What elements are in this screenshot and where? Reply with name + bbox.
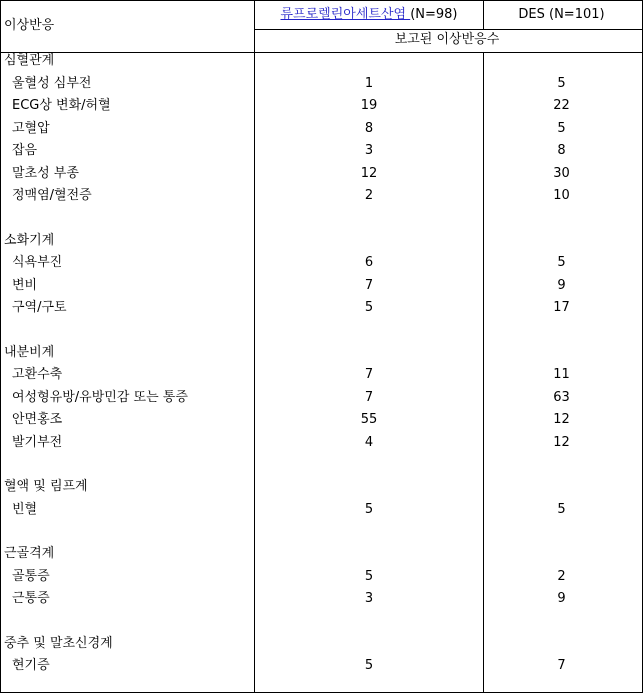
des-count: 12 [553,412,570,427]
header-leuprorelin [255,7,483,23]
table-left-border [0,0,1,693]
section-title: 소화기계 [4,233,55,248]
leuprorelin-count: 5 [364,658,374,673]
leuprorelin-count: 4 [364,435,374,450]
section-title: 중추 및 말초신경계 [4,636,113,651]
leuprorelin-count: 5 [364,502,374,517]
row-label: 근통증 [12,591,50,606]
leuprorelin-link[interactable]: 류프로렐린아세트산염 [280,7,411,22]
section-title: 혈액 및 림프계 [4,479,88,494]
des-count: 12 [553,435,570,450]
leuprorelin-count: 3 [364,591,374,606]
row-label: 고혈압 [12,121,50,136]
leuprorelin-count: 12 [360,166,378,181]
des-count: 5 [557,502,566,517]
row-label: 말초성 부종 [12,166,79,181]
des-count: 5 [557,121,566,136]
row-label: 안면홍조 [12,412,63,427]
des-count: 17 [553,300,570,315]
des-count: 11 [553,367,570,382]
des-count: 30 [553,166,570,181]
row-label: 울혈성 심부전 [12,76,92,91]
header-des: DES (N=101) [518,7,605,22]
leuprorelin-count: 7 [364,367,374,382]
section-title: 근골격계 [4,546,55,561]
row-label: ECG상 변화/허혈 [12,98,111,113]
row-label: 변비 [12,278,38,293]
header-reported-count: 보고된 이상반응수 [394,32,500,47]
leuprorelin-count: 6 [364,255,374,270]
leuprorelin-n: (N=98) [410,7,458,22]
des-count: 7 [557,658,566,673]
row-label: 여성형유방/유방민감 또는 통증 [12,390,188,405]
des-count: 9 [557,278,566,293]
leuprorelin-count: 3 [364,143,374,158]
table-top-border [0,0,643,1]
des-count: 63 [553,390,570,405]
row-label: 고환수축 [12,367,63,382]
leuprorelin-count: 2 [364,188,374,203]
des-count: 8 [557,143,566,158]
leuprorelin-count: 19 [360,98,378,113]
des-count: 5 [557,255,566,270]
row-label: 발기부전 [12,435,63,450]
des-count: 10 [553,188,570,203]
des-count: 22 [553,98,570,113]
leuprorelin-count: 55 [360,412,378,427]
row-label: 정맥염/혈전증 [12,188,92,203]
leuprorelin-count: 5 [364,569,374,584]
leuprorelin-count: 1 [364,76,374,91]
row-label: 골통증 [12,569,50,584]
leuprorelin-count: 5 [364,300,374,315]
row-label: 식욕부진 [12,255,63,270]
section-title: 심혈관계 [4,53,55,68]
row-label: 현기증 [12,658,50,673]
des-count: 9 [557,591,566,606]
row-label: 구역/구토 [12,300,67,315]
row-label: 빈혈 [12,502,38,517]
row-label: 잡음 [12,143,38,158]
leuprorelin-count: 7 [364,278,374,293]
des-count: 2 [557,569,566,584]
section-title: 내분비계 [4,345,55,360]
header-bottom-border [0,52,643,53]
leuprorelin-count: 8 [364,121,374,136]
header-adverse-reaction: 이상반응 [4,18,55,33]
des-count: 5 [557,76,566,91]
subheader-top-border [254,29,643,30]
leuprorelin-count: 7 [364,390,374,405]
